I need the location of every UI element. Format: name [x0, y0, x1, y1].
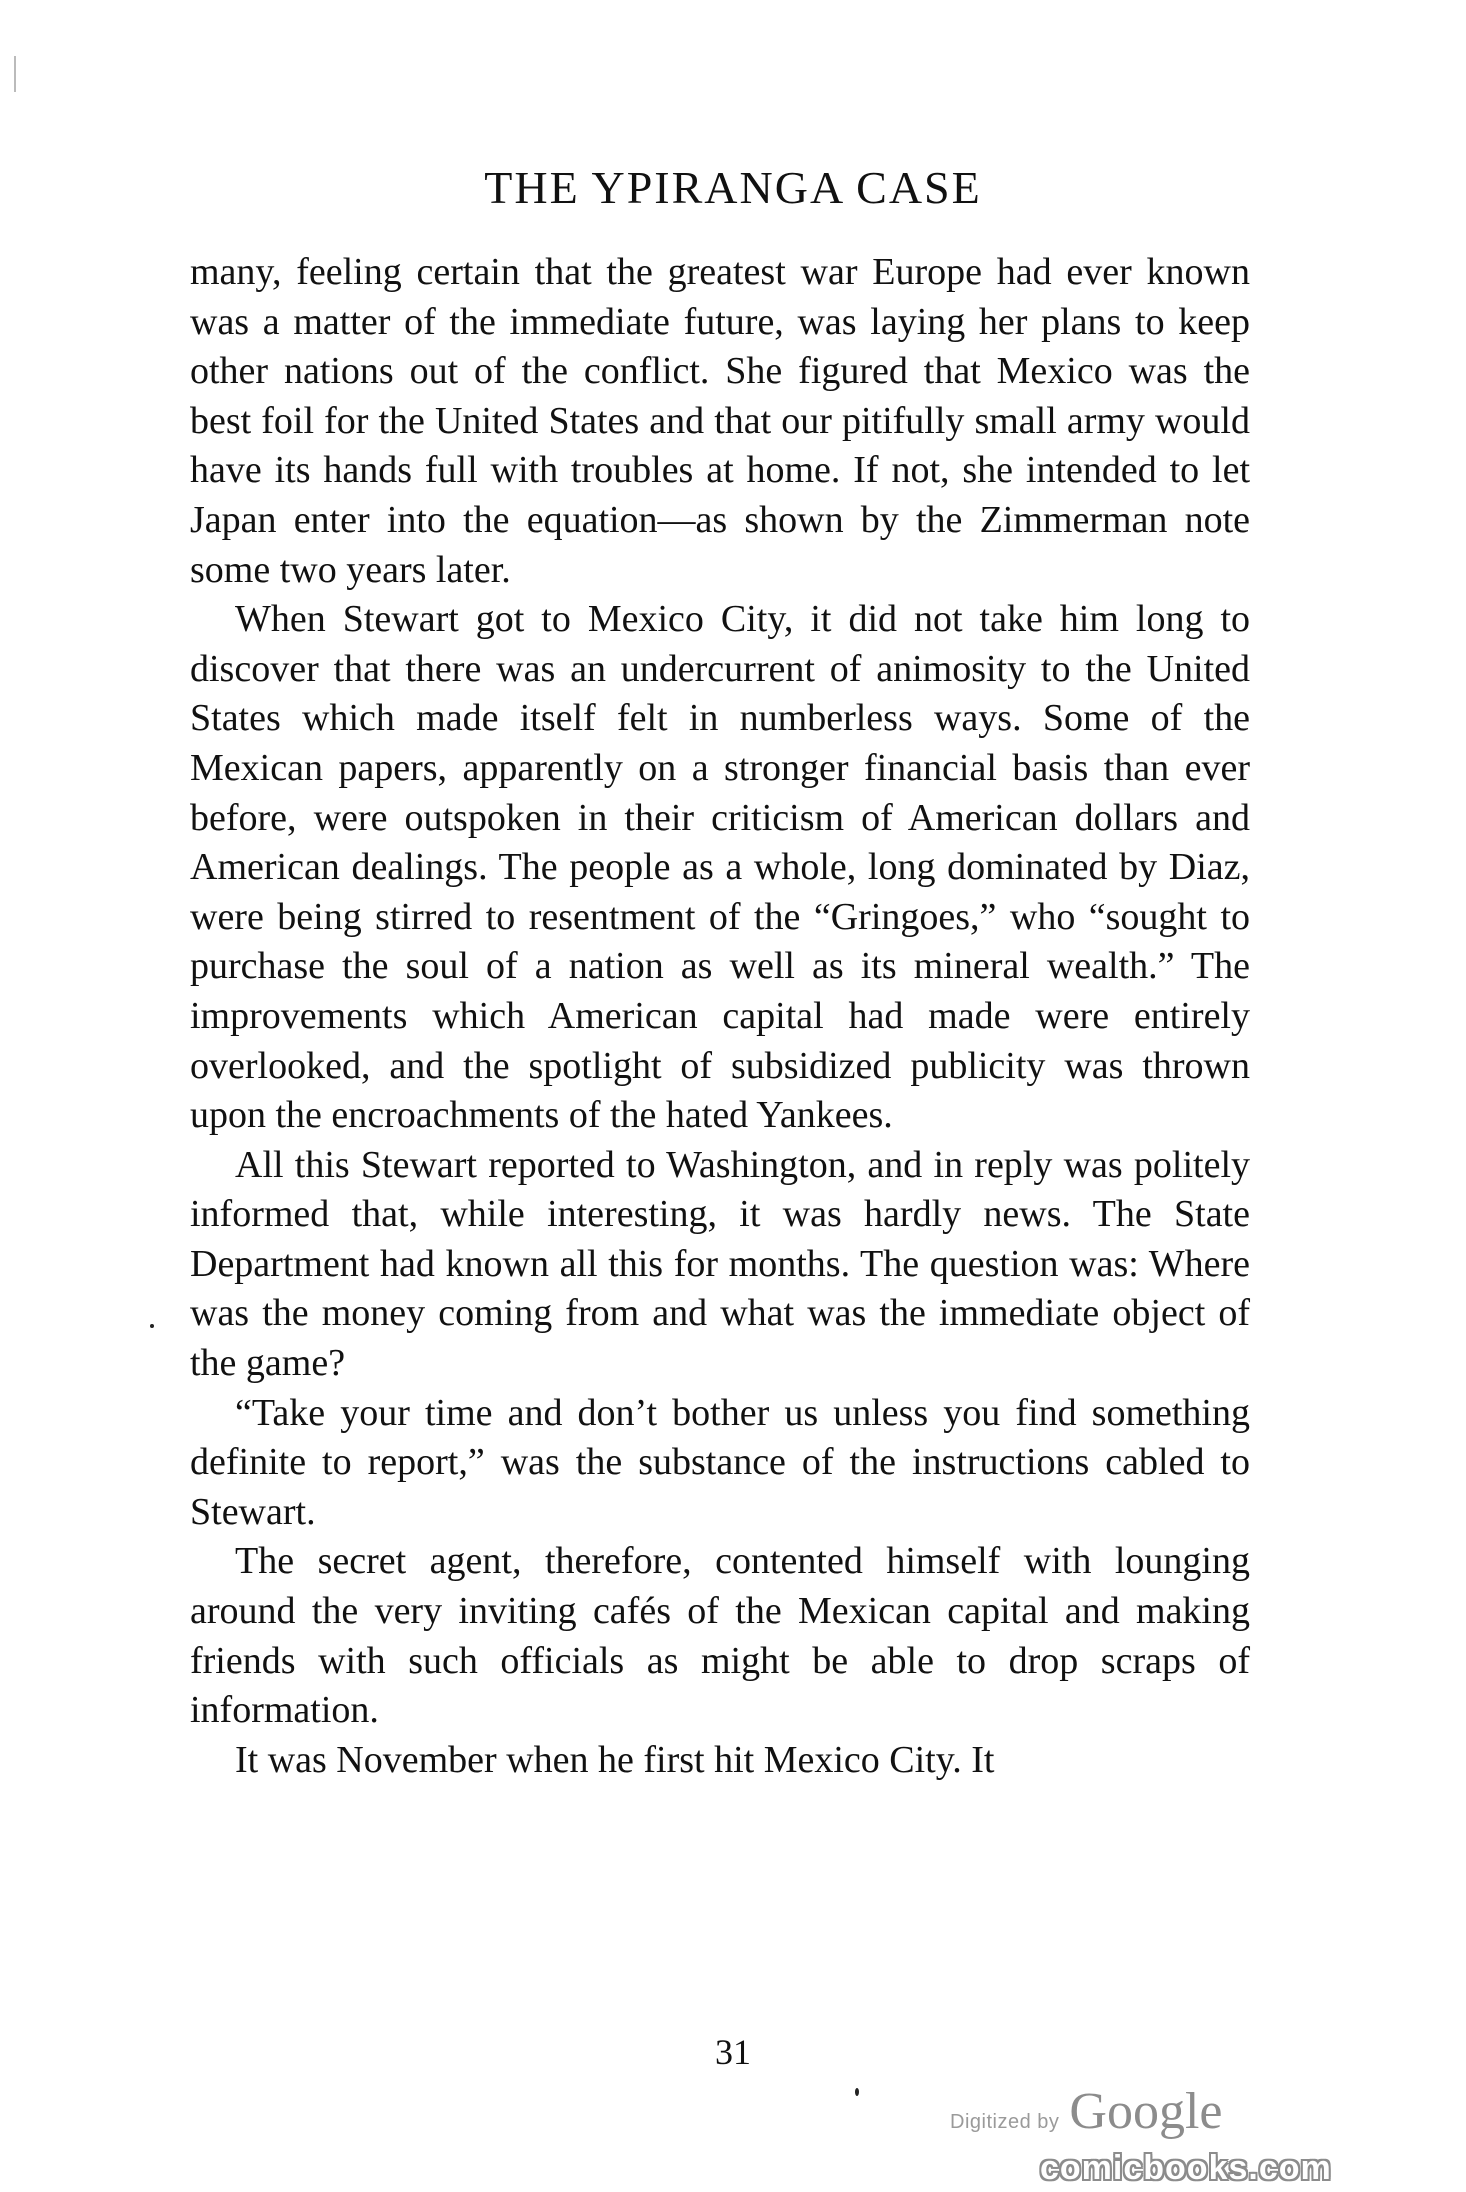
- paragraph-1: many, feeling certain that the greatest war Europe had ever known was a matter of the immediate future, was laying her plans to keep other nations out of the conflict. She figured that Mexico was the best foil for the United States and that our pitifully small army would have its hands full with troubles at home. If not, she intended to let Japan enter into the equation—as shown by the Zimmerman note some two years later.: [190, 251, 1250, 591]
- body-text: [190, 248, 1250, 1785]
- paragraph-3: All this Stewart reported to Washington, and in reply was politely informed that, while interesting, it was hardly news. The State Department had known all this for months. The question was: Where was the money coming from and what was the immediate object of the game?: [190, 1143, 1250, 1385]
- paragraph-6: It was November when he first hit Mexico City. It: [235, 1738, 995, 1781]
- site-watermark: comicbooks.com: [1040, 2149, 1332, 2187]
- paragraph-4: “Take your time and don’t bother us unless you find something definite to report,” was the substance of the instructions cabled to Stewart.: [190, 1391, 1250, 1533]
- running-head: THE YPIRANGA CASE: [484, 162, 982, 213]
- paragraph-2: When Stewart got to Mexico City, it did not take him long to discover that there was an undercurrent of animosity to the United States which made itself felt in numberless ways. Some of the Mexican papers, apparently on a stronger financial basis than ever before, were outspoken in their criticism of American dollars and American dealings. The people as a whole, long dominated by Diaz, were being stirred to resentment of the “Gringoes,” who “sought to purchase the soul of a nation as well as its mineral wealth.” The improvements which American capital had made were entirely overlooked, and the spotlight of subsidized publicity was thrown upon the encroachments of the hated Yankees.: [190, 598, 1250, 1137]
- scan-edge-mark: [14, 56, 16, 92]
- page-number: 31: [715, 2032, 751, 2072]
- scan-speck: [855, 2088, 859, 2096]
- google-logo: Google: [1069, 2083, 1223, 2140]
- paragraph-5: The secret agent, therefore, contented himself with lounging around the very inviting cafés of the Mexican capital and making friends with such officials as might be able to drop scraps of information.: [190, 1540, 1250, 1732]
- digitized-by-google-watermark: [950, 2080, 1290, 2140]
- digitized-by-label: Digitized by: [950, 2111, 1060, 2133]
- scan-speck: [150, 1324, 154, 1328]
